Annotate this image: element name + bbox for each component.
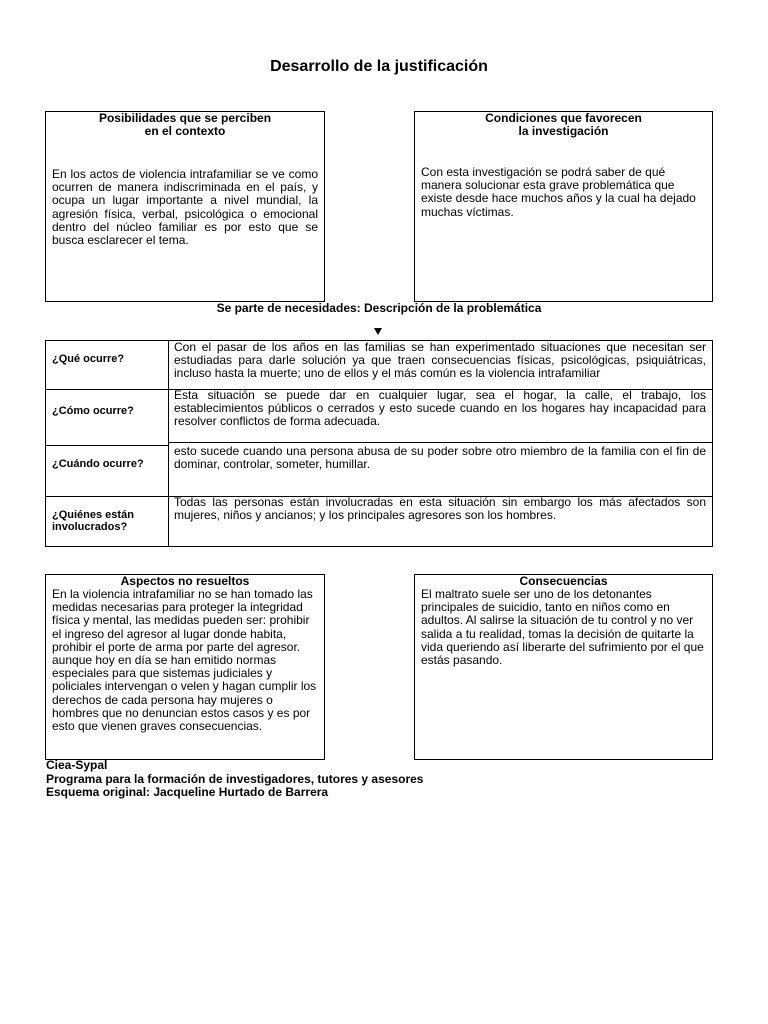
aspectos-body: En la violencia intrafamiliar no se han tomado las medidas necesarias para proteger la integridad física y mental, las medidas pueden ser: prohibir el ingreso del agresor al lugar donde habita, prohibir el porte de arma por parte del agresor. aunque hoy en día se han emitido normas especiales para que sistemas judiciales y policiales intervengan o velen y hagan cumplir los derechos de cada persona hay mujeres o hombres que no denuncian estos casos y es por esto que vienen graves consecuencias.	[52, 587, 317, 734]
question-quienes-involucrados: ¿Quiénes están involucrados?	[52, 509, 134, 533]
answer-que-ocurre: Con el pasar de los años en las familias se han experimentado situaciones que necesitan ser estudiadas para darle solución ya que traen consecuencias físicas, psicológicas, psiquiátricas, incluso hasta la muerte; uno de ellos y el más común es la violencia intrafamiliar	[174, 340, 706, 381]
footer-org: Ciea-Sypal	[46, 758, 108, 772]
footer-program: Programa para la formación de investigadores, tutores y asesores	[46, 771, 424, 786]
aspectos-box	[45, 574, 325, 760]
question-cuando-ocurre: ¿Cuándo ocurre?	[52, 458, 144, 470]
question-que-ocurre: ¿Qué ocurre?	[52, 353, 125, 365]
consecuencias-body: El maltrato suele ser uno de los detonantes principales de suicidio, tanto en niños como en adultos. Al salirse la situación de tu control y no ver salida a tu realidad, tomas la decisión de quitarte la vida queriendo así liberarte del sufrimiento por el que estás pasando.	[421, 587, 704, 668]
condiciones-body: Con esta investigación se podrá saber de qué manera solucionar esta grave problemática que existe desde hace muchos años y la cual ha dejado muchas víctimas.	[421, 165, 696, 219]
condiciones-heading: Condiciones que favorecen la investigación	[485, 111, 642, 138]
posibilidades-body: En los actos de violencia intrafamiliar se ve como ocurren de manera indiscriminada en el país, y ocupa un lugar importante a nivel mundial, la agresión física, verbal, psicológica o emocional dentro del núcleo familiar es por esto que se busca esclarecer el tema.	[52, 167, 318, 248]
question-como-ocurre: ¿Cómo ocurre?	[52, 405, 134, 417]
answer-como-ocurre: Esta situación se puede dar en cualquier lugar, sea el hogar, la calle, el trabajo, los establecimientos públicos o cerrados y esto sucede cuando en los hogares hay incapacidad para resolver conflictos de forma adecuada.	[174, 388, 706, 429]
answer-cuando-ocurre: esto sucede cuando una persona abusa de su poder sobre otro miembro de la familia con el fin de dominar, controlar, someter, humillar.	[174, 444, 706, 472]
table-row-divider	[46, 445, 168, 446]
page-title: Desarrollo de la justificación	[270, 58, 488, 75]
problem-description-label: Se parte de necesidades: Descripción de la problemática	[216, 301, 542, 315]
footer-author: Esquema original: Jacqueline Hurtado de Barrera	[46, 785, 329, 799]
footer-credits	[46, 759, 423, 800]
aspectos-heading: Aspectos no resueltos	[120, 574, 250, 588]
down-arrow-icon	[374, 328, 382, 335]
posibilidades-box	[45, 111, 325, 302]
table-row-divider	[168, 442, 712, 443]
table-column-divider	[168, 341, 169, 546]
posibilidades-heading: Posibilidades que se perciben en el contexto	[98, 111, 272, 138]
consecuencias-heading: Consecuencias	[519, 574, 608, 588]
answer-quienes-involucrados: Todas las personas están involucradas en esta situación sin embargo los más afectados son mujeres, niños y ancianos; y los principales agresores son los hombres.	[174, 495, 706, 523]
condiciones-box	[414, 111, 713, 302]
consecuencias-box	[414, 574, 713, 760]
problem-table	[45, 340, 713, 547]
